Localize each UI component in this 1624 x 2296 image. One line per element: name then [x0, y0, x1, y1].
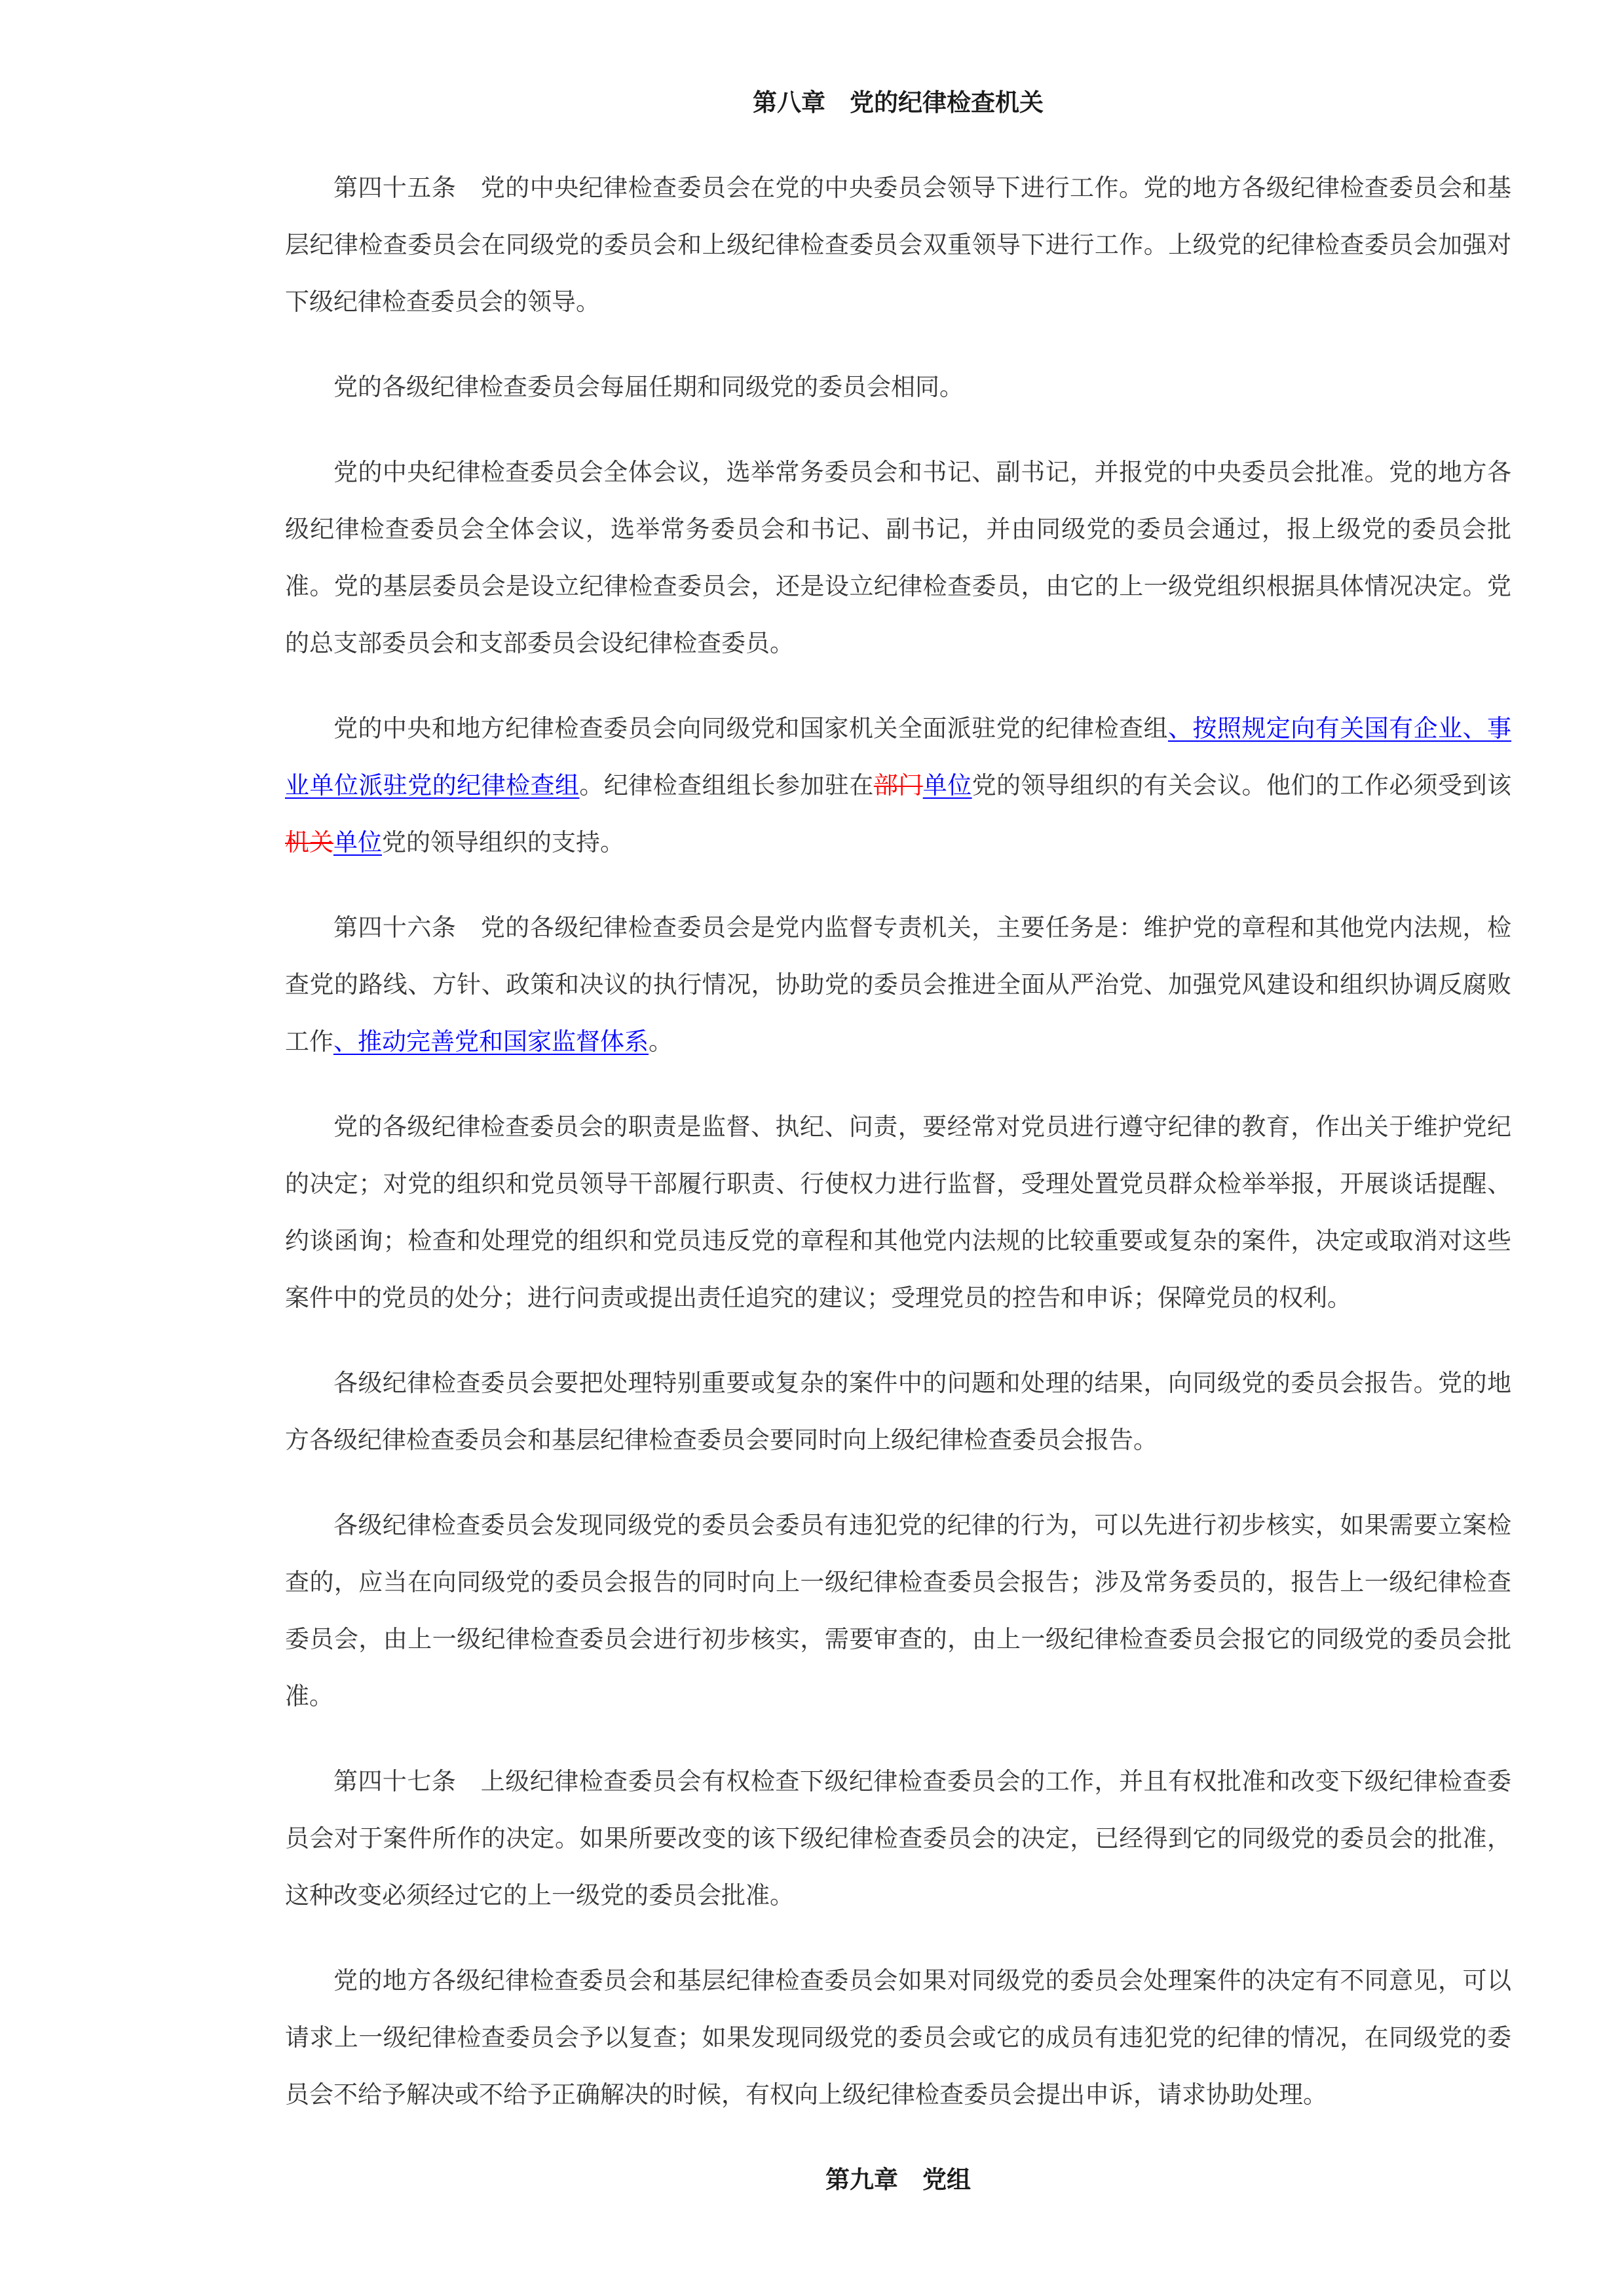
inserted-text: 、推动完善党和国家监督体系: [333, 1027, 649, 1056]
article-45-paragraph-4: [285, 700, 1511, 871]
article-45-paragraph-1: 第四十五条 党的中央纪律检查委员会在党的中央委员会领导下进行工作。党的地方各级纪律检查委员会和基层纪律检查委员会在同级党的委员会和上级纪律检查委员会双重领导下进行工作。上级党的纪律检查委员会加强对下级纪律检查委员会的领导。: [285, 174, 1511, 316]
inserted-text: 、按照规定向有关国有企业、事业单位派驻党的纪律检查组: [285, 714, 1512, 799]
paragraph-text: 。: [649, 1027, 673, 1056]
article-46-paragraph-1: [285, 899, 1511, 1070]
article-46-paragraph-4: 各级纪律检查委员会发现同级党的委员会委员有违犯党的纪律的行为，可以先进行初步核实，如果需要立案检查的，应当在向同级党的委员会报告的同时向上一级纪律检查委员会报告；涉及常务委员的，报告上一级纪律检查委员会，由上一级纪律检查委员会进行初步核实，需要审查的，由上一级纪律检查委员会报它的同级党的委员会批准。: [285, 1511, 1511, 1710]
chapter-9-title: 第九章 党组: [825, 2166, 971, 2194]
paragraph-text: 第四十六条 党的各级纪律检查委员会是党内监督专责机关，主要任务是：维护党的章程和其他党内法规，检查党的路线、方针、政策和决议的执行情况，协助党的委员会推进全面从严治党、加强党风建设和组织协调反腐败工作: [285, 913, 1511, 1056]
paragraph-text: 。纪律检查组组长参加驻在: [579, 771, 874, 799]
article-46-paragraph-3: 各级纪律检查委员会要把处理特别重要或复杂的案件中的问题和处理的结果，向同级党的委员会报告。党的地方各级纪律检查委员会和基层纪律检查委员会要同时向上级纪律检查委员会报告。: [285, 1369, 1511, 1454]
article-47-paragraph-2: 党的地方各级纪律检查委员会和基层纪律检查委员会如果对同级党的委员会处理案件的决定有不同意见，可以请求上一级纪律检查委员会予以复查；如果发现同级党的委员会或它的成员有违犯党的纪律的情况，在同级党的委员会不给予解决或不给予正确解决的时候，有权向上级纪律检查委员会提出申诉，请求协助处理。: [285, 1966, 1511, 2109]
deleted-text: 机关: [285, 828, 333, 856]
inserted-text: 单位: [922, 771, 972, 799]
document-body: [285, 74, 1511, 2236]
paragraph-text: 党的领导组织的支持。: [382, 828, 624, 856]
article-45-paragraph-2: 党的各级纪律检查委员会每届任期和同级党的委员会相同。: [333, 373, 964, 401]
deleted-text: 部门: [873, 771, 923, 799]
inserted-text: 单位: [333, 828, 382, 856]
paragraph-text: 党的领导组织的有关会议。他们的工作必须受到该: [972, 771, 1512, 799]
chapter-8-title: 第八章 党的纪律检查机关: [753, 88, 1044, 117]
article-45-paragraph-3: 党的中央纪律检查委员会全体会议，选举常务委员会和书记、副书记，并报党的中央委员会批准。党的地方各级纪律检查委员会全体会议，选举常务委员会和书记、副书记，并由同级党的委员会通过，报上级党的委员会批准。党的基层委员会是设立纪律检查委员会，还是设立纪律检查委员，由它的上一级党组织根据具体情况决定。党的总支部委员会和支部委员会设纪律检查委员。: [285, 458, 1511, 657]
paragraph-text: 党的中央和地方纪律检查委员会向同级党和国家机关全面派驻党的纪律检查组: [333, 714, 1168, 742]
article-46-paragraph-2: 党的各级纪律检查委员会的职责是监督、执纪、问责，要经常对党员进行遵守纪律的教育，作出关于维护党纪的决定；对党的组织和党员领导干部履行职责、行使权力进行监督，受理处置党员群众检举举报，开展谈话提醒、约谈函询；检查和处理党的组织和党员违反党的章程和其他党内法规的比较重要或复杂的案件，决定或取消对这些案件中的党员的处分；进行问责或提出责任追究的建议；受理党员的控告和申诉；保障党员的权利。: [285, 1113, 1511, 1312]
article-47-paragraph-1: 第四十七条 上级纪律检查委员会有权检查下级纪律检查委员会的工作，并且有权批准和改变下级纪律检查委员会对于案件所作的决定。如果所要改变的该下级纪律检查委员会的决定，已经得到它的同级党的委员会的批准，这种改变必须经过它的上一级党的委员会批准。: [285, 1767, 1511, 1909]
